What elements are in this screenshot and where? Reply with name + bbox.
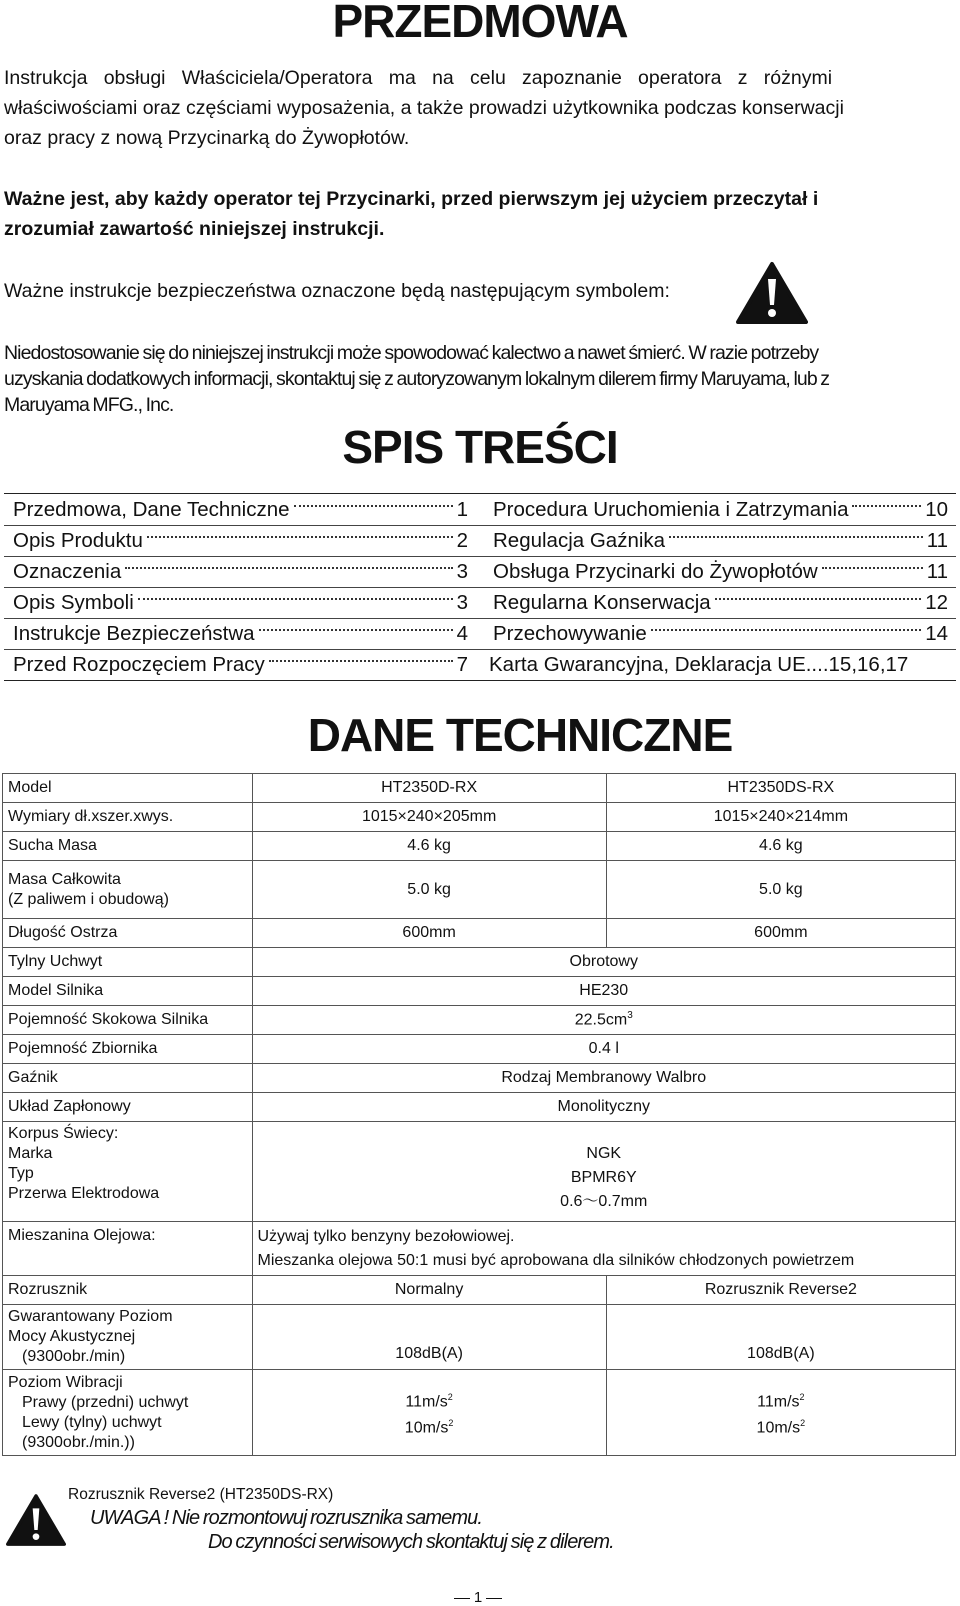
preface-paragraph-2: Ważne jest, aby każdy operator tej Przycinarki, przed pierwszym jej użyciem przeczytał i zrozumiał zawartość niniejszej instrukcji. xyxy=(4,188,819,240)
page-number: 1 xyxy=(448,1589,508,1606)
table-row: Rozrusznik Normalny Rozrusznik Reverse2 xyxy=(3,1276,956,1305)
table-row: Wymiary dł.xszer.xwys. 1015×240×205mm 1015×240×214mm xyxy=(3,803,956,832)
preface-title: PRZEDMOWA xyxy=(332,0,628,47)
toc-item[interactable]: Procedura Uruchomienia i Zatrzymania 10 xyxy=(493,497,948,521)
toc-item[interactable]: Oznaczenia 3 xyxy=(13,559,468,583)
warning-line-2: Do czynności serwisowych skontaktuj się z dilerem. xyxy=(208,1531,614,1553)
table-row: Model HT2350D-RX HT2350DS-RX xyxy=(3,774,956,803)
table-row: Pojemność Zbiornika 0.4 l xyxy=(3,1035,956,1064)
table-row: Pojemność Skokowa Silnika $22.5cm^3$ xyxy=(3,1006,956,1035)
specs-title: DANE TECHNICZNE xyxy=(307,709,733,761)
toc-item[interactable]: Regulacja Gaźnika 11 xyxy=(493,528,948,552)
table-row: Sucha Masa 4.6 kg 4.6 kg xyxy=(3,832,956,861)
preface-paragraph-1: Instrukcja obsługi Właściciela/Operatora ma na celu zapoznanie operatora z różnymi właściwościami oraz częściami wyposażenia, a także prowadzi użytkownika podczas konserwacji oraz pracy z nową Przycinarką do Żywopłotów. xyxy=(4,67,844,149)
table-row: Model Silnika HE230 xyxy=(3,977,956,1006)
table-row: Gwarantowany Poziom Mocy Akustycznej (9300obr./min) 108dB(A) 108dB(A) xyxy=(3,1305,956,1370)
toc-item[interactable]: Opis Symboli 3 xyxy=(13,590,468,614)
preface-paragraph-4: Niedostosowanie się do niniejszej instrukcji może spowodować kalectwo a nawet śmierć. W razie potrzeby uzyskania dodatkowych informacji, skontaktuj się z autoryzowanym lokalnym dilerem firmy Maruyama, lub z Maruyama MFG., Inc. xyxy=(4,342,830,416)
toc-item[interactable]: Przechowywanie 14 xyxy=(493,621,948,645)
table-row: Gaźnik Rodzaj Membranowy Walbro xyxy=(3,1064,956,1093)
warning-triangle-icon xyxy=(736,261,808,325)
table-of-contents xyxy=(4,493,956,681)
starter-note: Rozrusznik Reverse2 (HT2350DS-RX) xyxy=(68,1486,334,1503)
toc-item[interactable]: Obsługa Przycinarki do Żywopłotów 11 xyxy=(493,559,948,583)
warning-triangle-icon xyxy=(6,1493,66,1547)
table-row: Poziom Wibracji Prawy (przedni) uchwyt Lewy (tylny) uchwyt (9300obr./min.)) $11m/s^2$ $10m/s^2$ $11m/s^2$ $10m/s^2$ xyxy=(3,1370,956,1456)
toc-item[interactable]: Instrukcje Bezpieczeństwa 4 xyxy=(13,621,468,645)
toc-item[interactable]: Przedmowa, Dane Techniczne 1 xyxy=(13,497,468,521)
toc-item[interactable]: Przed Rozpoczęciem Pracy 7 xyxy=(13,652,468,676)
table-row: Długość Ostrza 600mm 600mm xyxy=(3,919,956,948)
toc-item[interactable]: Karta Gwarancyjna, Deklaracja UE....15,16,17 xyxy=(489,652,909,676)
table-row: Korpus Świecy: Marka Typ Przerwa Elektrodowa NGK BPMR6Y 0.6～0.7mm xyxy=(3,1122,956,1222)
safety-symbol-text: Ważne instrukcje bezpieczeństwa oznaczone będą następującym symbolem: xyxy=(4,280,670,302)
toc-item[interactable]: Opis Produktu 2 xyxy=(13,528,468,552)
warning-line-1: UWAGA ! Nie rozmontowuj rozrusznika samemu. xyxy=(90,1507,482,1529)
table-row: Układ Zapłonowy Monolityczny xyxy=(3,1093,956,1122)
toc-item[interactable]: Regularna Konserwacja 12 xyxy=(493,590,948,614)
specifications-table xyxy=(2,773,956,1456)
table-row: Mieszanina Olejowa: Używaj tylko benzyny bezołowiowej. Mieszanka olejowa 50:1 musi być aprobowana dla silników chłodzonych powietrzem xyxy=(3,1222,956,1276)
table-row: Masa Całkowita (Z paliwem i obudową) 5.0 kg 5.0 kg xyxy=(3,861,956,919)
toc-title: SPIS TREŚCI xyxy=(342,421,618,473)
table-row: Tylny Uchwyt Obrotowy xyxy=(3,948,956,977)
